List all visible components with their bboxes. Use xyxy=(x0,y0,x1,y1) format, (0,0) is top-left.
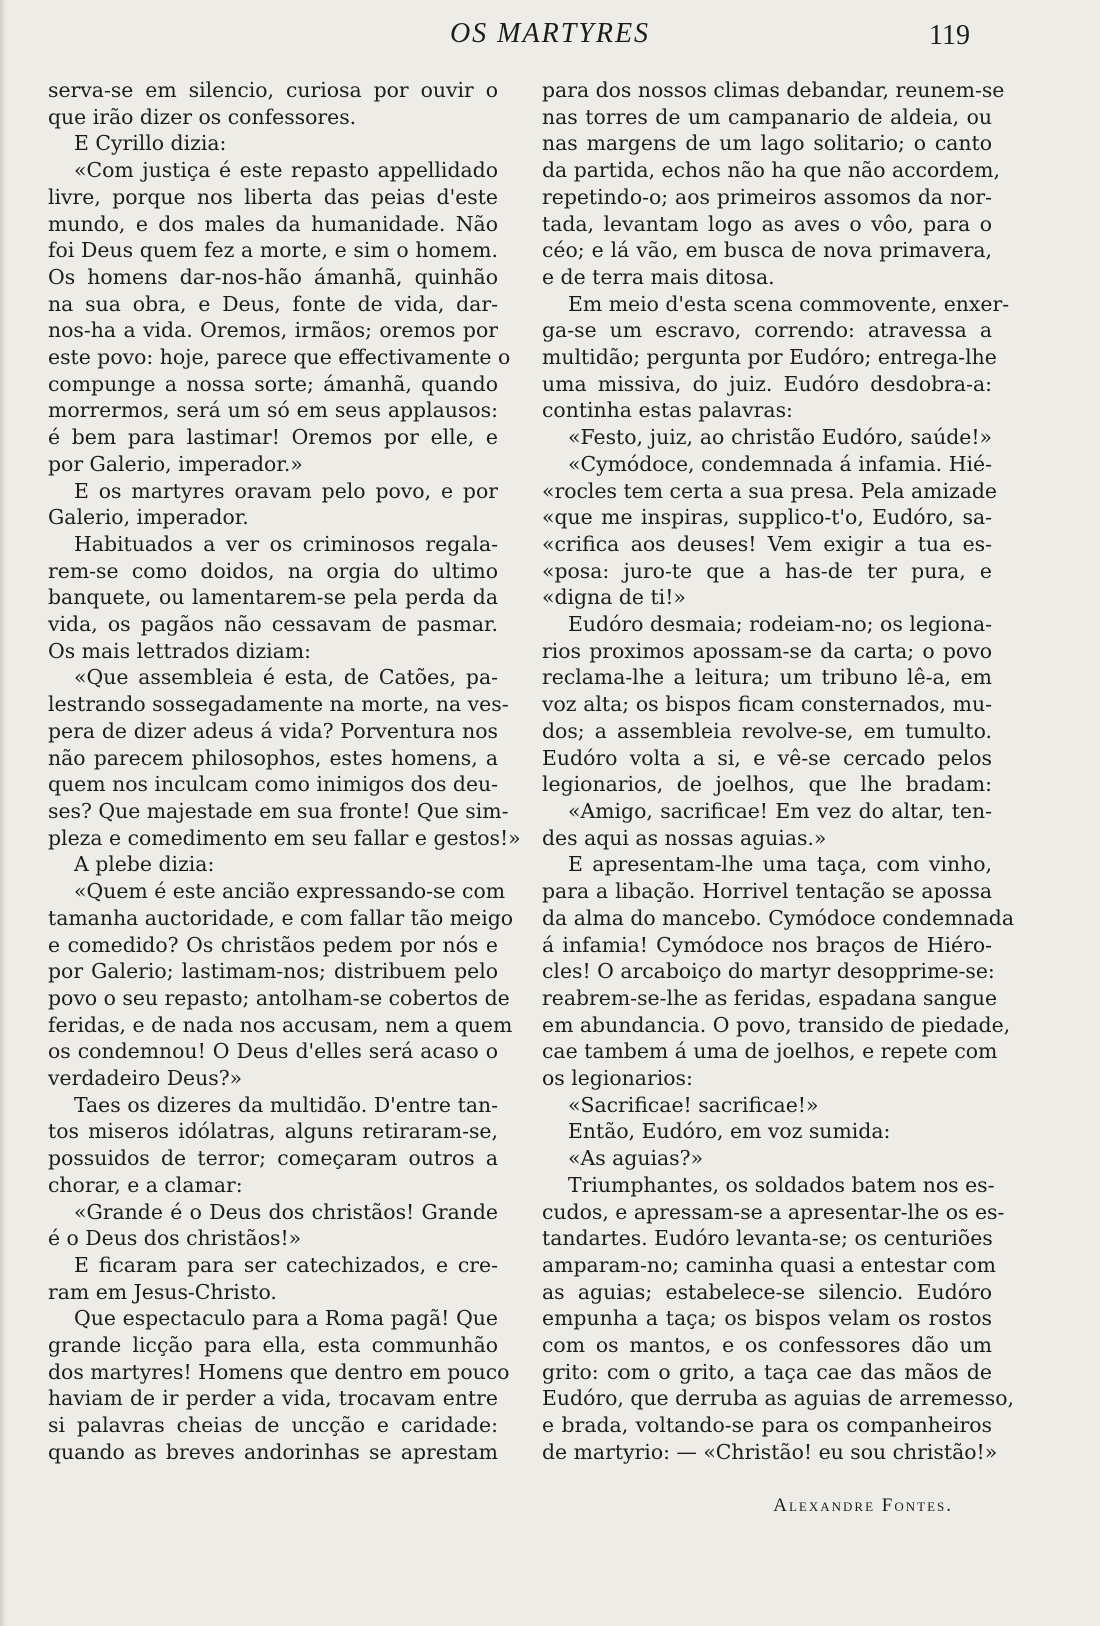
text-line: grande licção para ella, esta communhão xyxy=(48,1333,498,1358)
text-line: Os mais lettrados diziam: xyxy=(48,638,311,663)
text-line: pleza e comedimento em seu fallar e gestos!» xyxy=(48,825,521,850)
text-line: Os homens dar-nos-hão ámanhã, quinhão xyxy=(48,264,498,289)
text-line: Em meio d'esta scena commovente, enxer- xyxy=(568,291,1010,316)
text-line: tandartes. Eudóro levanta-se; os centuriões xyxy=(542,1226,993,1251)
text-line: «As aguias?» xyxy=(568,1146,704,1171)
text-line: os legionarios: xyxy=(542,1066,693,1091)
text-line: nas torres de um campanario de aldeia, ou xyxy=(542,104,992,129)
text-line: Habituados a ver os criminosos regala- xyxy=(74,531,498,556)
text-line: Galerio, imperador. xyxy=(48,505,249,530)
text-line: Que espectaculo para a Roma pagã! Que xyxy=(74,1306,498,1331)
text-line: voz alta; os bispos ficam consternados, mu- xyxy=(542,692,992,717)
text-line: reabrem-se-lhe as feridas, espadana sangue xyxy=(542,985,998,1010)
running-header-title: OS MARTYRES xyxy=(449,18,651,49)
text-line: livre, porque nos liberta das peias d'este xyxy=(48,184,498,209)
text-line: «Cymódoce, condemnada á infamia. Hié- xyxy=(568,451,992,476)
text-line: Eudóro volta a si, e vê-se cercado pelos xyxy=(542,745,992,770)
text-line: da partida, echos não ha que não accordem, xyxy=(542,158,1000,183)
text-line: «rocles tem certa a sua presa. Pela amizade xyxy=(542,478,997,503)
text-line: continha estas palavras: xyxy=(542,398,793,423)
text-line: haviam de ir perder a vida, trocavam entre xyxy=(48,1386,498,1411)
text-line: tamanha auctoridade, e com fallar tão meigo xyxy=(48,905,514,930)
author-signature: Alexandre Fontes. xyxy=(773,1495,953,1516)
text-line: por Galerio, imperador.» xyxy=(48,451,303,476)
text-line: compunge a nossa sorte; ámanhã, quando xyxy=(48,371,498,396)
text-line: por Galerio; lastimam-nos; distribuem pelo xyxy=(48,959,498,984)
text-line: na sua obra, e Deus, fonte de vida, dar- xyxy=(48,291,498,316)
text-line: cles! O arcaboiço do martyr desopprime-se: xyxy=(542,959,995,984)
text-line: feridas, e de nada nos accusam, nem a quem xyxy=(48,1012,513,1037)
text-line: des aqui as nossas aguias.» xyxy=(542,825,827,850)
page-number: 119 xyxy=(929,20,970,51)
text-line: Triumphantes, os soldados batem nos es- xyxy=(568,1172,995,1197)
text-line: reclama-lhe a leitura; um tribuno lê-a, em xyxy=(542,665,992,690)
text-line: nos-ha a vida. Oremos, irmãos; oremos por xyxy=(48,318,498,343)
text-line: «que me inspiras, supplico-t'o, Eudóro, sa- xyxy=(542,505,992,530)
text-line: «crifica aos deuses! Vem exigir a tua es- xyxy=(542,531,992,556)
text-line: Eudóro, que derruba as aguias de arremesso, xyxy=(542,1386,1014,1411)
text-line: serva-se em silencio, curiosa por ouvir o xyxy=(48,78,498,102)
text-line: Eudóro desmaia; rodeiam-no; os legiona- xyxy=(568,612,992,637)
text-line: E Cyrillo dizia: xyxy=(74,131,227,156)
text-line: rios proximos apossam-se da carta; o povo xyxy=(542,638,992,663)
text-line: mundo, e dos males da humanidade. Não xyxy=(48,211,498,236)
text-line: A plebe dizia: xyxy=(74,852,215,877)
text-line: banquete, ou lamentarem-se pela perda da xyxy=(48,585,498,610)
text-line: «digna de ti!» xyxy=(542,585,686,610)
text-line: possuidos de terror; começaram outros a xyxy=(48,1146,498,1171)
text-line: para a libação. Horrivel tentação se apossa xyxy=(542,879,992,904)
text-line: da alma do mancebo. Cymódoce condemnada xyxy=(542,905,1015,930)
text-line: cudos, e apressam-se a apresentar-lhe os es- xyxy=(542,1199,1005,1224)
text-line: cae tambem á uma de joelhos, e repete com xyxy=(542,1039,998,1064)
text-line: uma missiva, do juiz. Eudóro desdobra-a: xyxy=(542,371,992,396)
text-line: para dos nossos climas debandar, reunem-se xyxy=(542,78,1005,102)
text-line: é bem para lastimar! Oremos por elle, e xyxy=(48,425,498,450)
text-line: é o Deus dos christãos!» xyxy=(48,1226,302,1251)
text-line: «Que assembleia é esta, de Catões, pa- xyxy=(74,665,498,690)
page-edge-shadow xyxy=(0,0,6,1626)
text-line: ses? Que majestade em sua fronte! Que sim- xyxy=(48,798,509,823)
text-line: morrermos, será um só em seus applausos: xyxy=(48,398,498,423)
text-line: que irão dizer os confessores. xyxy=(48,104,357,129)
text-column-right xyxy=(542,77,1015,1466)
text-line: á infamia! Cymódoce nos braços de Hiéro- xyxy=(542,932,992,957)
text-line: lestrando sossegadamente na morte, na ves- xyxy=(48,692,509,717)
text-line: empunha a taça; os bispos velam os rostos xyxy=(542,1306,992,1331)
text-line: E ficaram para ser catechizados, e cre- xyxy=(74,1252,498,1277)
text-line: grito: com o grito, a taça cae das mãos de xyxy=(542,1359,992,1384)
text-line: legionarios, de joelhos, que lhe bradam: xyxy=(542,772,992,797)
text-line: as aguias; estabelece-se silencio. Eudóro xyxy=(542,1279,992,1304)
text-line: de martyrio: — «Christão! eu sou christão!» xyxy=(542,1439,998,1464)
text-line: tos miseros idólatras, alguns retiraram-se, xyxy=(48,1119,498,1144)
text-line: vida, os pagãos não cessavam de pasmar. xyxy=(48,612,498,637)
text-line: e comedido? Os christãos pedem por nós e xyxy=(48,932,498,957)
text-line: «Grande é o Deus dos christãos! Grande xyxy=(74,1199,498,1224)
text-line: «Quem é este ancião expressando-se com xyxy=(74,879,506,904)
text-line: «Sacrificae! sacrificae!» xyxy=(568,1092,819,1117)
text-line: Então, Eudóro, em voz sumida: xyxy=(568,1119,891,1144)
text-line: pera de dizer adeus á vida? Porventura nos xyxy=(48,718,498,743)
text-line: quem nos inculcam como inimigos dos deu- xyxy=(48,772,499,797)
text-line: povo o seu repasto; antolham-se cobertos de xyxy=(48,985,510,1010)
text-line: chorar, e a clamar: xyxy=(48,1172,243,1197)
text-line: repetindo-o; aos primeiros assomos da nor- xyxy=(542,184,992,209)
text-line: E apresentam-lhe uma taça, com vinho, xyxy=(568,852,992,877)
text-line: Taes os dizeres da multidão. D'entre tan- xyxy=(74,1092,498,1117)
text-line: amparam-no; caminha quasi a entestar com xyxy=(542,1252,996,1277)
text-line: este povo: hoje, parece que effectivamente o xyxy=(48,345,511,370)
text-line: E os martyres oravam pelo povo, e por xyxy=(74,478,498,503)
text-line: os condemnou! O Deus d'elles será acaso o xyxy=(48,1039,498,1064)
text-line: «Festo, juiz, ao christão Eudóro, saúde!» xyxy=(568,425,992,450)
text-line: não parecem philosophos, estes homens, a xyxy=(48,745,498,770)
text-line: multidão; pergunta por Eudóro; entrega-lhe xyxy=(542,345,997,370)
text-line: «Com justiça é este repasto appellidado xyxy=(74,158,498,183)
text-line: e de terra mais ditosa. xyxy=(542,264,775,289)
text-line: em abundancia. O povo, transido de piedade, xyxy=(542,1012,1011,1037)
text-line: tada, levantam logo as aves o vôo, para o xyxy=(542,211,992,236)
text-line: ga-se um escravo, correndo: atravessa a xyxy=(542,318,992,343)
text-line: e brada, voltando-se para os companheiros xyxy=(542,1413,992,1438)
text-line: dos martyres! Homens que dentro em pouco xyxy=(48,1359,510,1384)
text-line: ram em Jesus-Christo. xyxy=(48,1279,277,1304)
text-line: verdadeiro Deus?» xyxy=(48,1066,243,1091)
text-line: «Amigo, sacrificae! Em vez do altar, ten- xyxy=(568,798,992,823)
text-line: quando as breves andorinhas se aprestam xyxy=(48,1439,498,1464)
text-line: nas margens de um lago solitario; o canto xyxy=(542,131,992,156)
text-column-left xyxy=(48,77,521,1466)
text-line: si palavras cheias de uncção e caridade: xyxy=(48,1413,498,1438)
text-line: dos; a assembleia revolve-se, em tumulto. xyxy=(542,718,992,743)
text-line: com os mantos, e os confessores dão um xyxy=(542,1333,992,1358)
text-line: foi Deus quem fez a morte, e sim o homem. xyxy=(48,238,498,263)
text-line: «posa: juro-te que a has-de ter pura, e xyxy=(542,558,992,583)
text-line: céo; e lá vão, em busca de nova primavera, xyxy=(542,238,992,263)
text-line: rem-se como doidos, na orgia do ultimo xyxy=(48,558,498,583)
